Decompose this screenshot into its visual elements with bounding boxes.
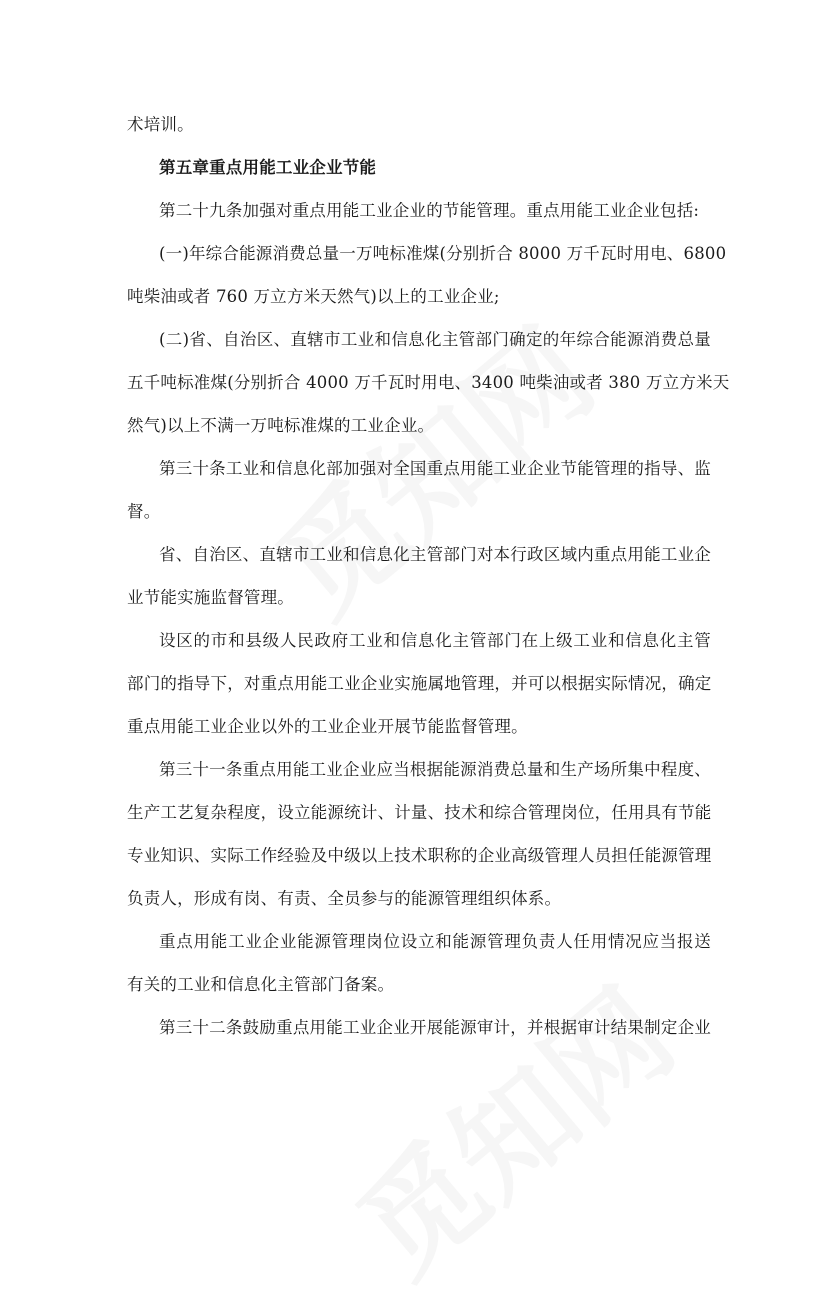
text-line: 专业知识、实际工作经验及中级以上技术职称的企业高级管理人员担任能源管理 <box>127 846 712 865</box>
text-line: 第三十条工业和信息化部加强对全国重点用能工业企业节能管理的指导、监 <box>159 459 711 478</box>
text-line: 术培训。 <box>127 115 194 134</box>
text-line: 督。 <box>127 502 161 521</box>
text-line: 第三十二条鼓励重点用能工业企业开展能源审计，并根据审计结果制定企业 <box>159 1018 711 1037</box>
text-line: 省、自治区、直辖市工业和信息化主管部门对本行政区域内重点用能工业企 <box>159 545 711 564</box>
text-line: 重点用能工业企业以外的工业企业开展节能监督管理。 <box>127 717 528 736</box>
text-line: 然气)以上不满一万吨标准煤的工业企业。 <box>127 416 435 435</box>
text-line: (二)省、自治区、直辖市工业和信息化主管部门确定的年综合能源消费总量 <box>159 330 711 349</box>
chapter-heading: 第五章重点用能工业企业节能 <box>159 158 377 177</box>
text-line: 五千吨标准煤(分别折合 4000 万千瓦时用电、3400 吨柴油或者 380 万立方米天 <box>127 373 730 392</box>
text-line: 部门的指导下，对重点用能工业企业实施属地管理，并可以根据实际情况，确定 <box>127 674 712 693</box>
text-line: 设区的市和县级人民政府工业和信息化主管部门在上级工业和信息化主管 <box>159 631 711 650</box>
text-line: 生产工艺复杂程度，设立能源统计、计量、技术和综合管理岗位，任用具有节能 <box>127 803 712 822</box>
text-line: 负责人，形成有岗、有责、全员参与的能源管理组织体系。 <box>127 889 562 908</box>
text-line: (一)年综合能源消费总量一万吨标准煤(分别折合 8000 万千瓦时用电、6800 <box>159 244 727 263</box>
text-line: 有关的工业和信息化主管部门备案。 <box>127 975 395 994</box>
text-line: 业节能实施监督管理。 <box>127 588 294 607</box>
watermark <box>317 944 703 1307</box>
text-line: 第二十九条加强对重点用能工业企业的节能管理。重点用能工业企业包括: <box>159 201 700 220</box>
text-line: 重点用能工业企业能源管理岗位设立和能源管理负责人任用情况应当报送 <box>159 932 711 951</box>
text-line: 吨柴油或者 760 万立方米天然气)以上的工业企业; <box>127 287 500 306</box>
text-line: 第三十一条重点用能工业企业应当根据能源消费总量和生产场所集中程度、 <box>159 760 711 779</box>
